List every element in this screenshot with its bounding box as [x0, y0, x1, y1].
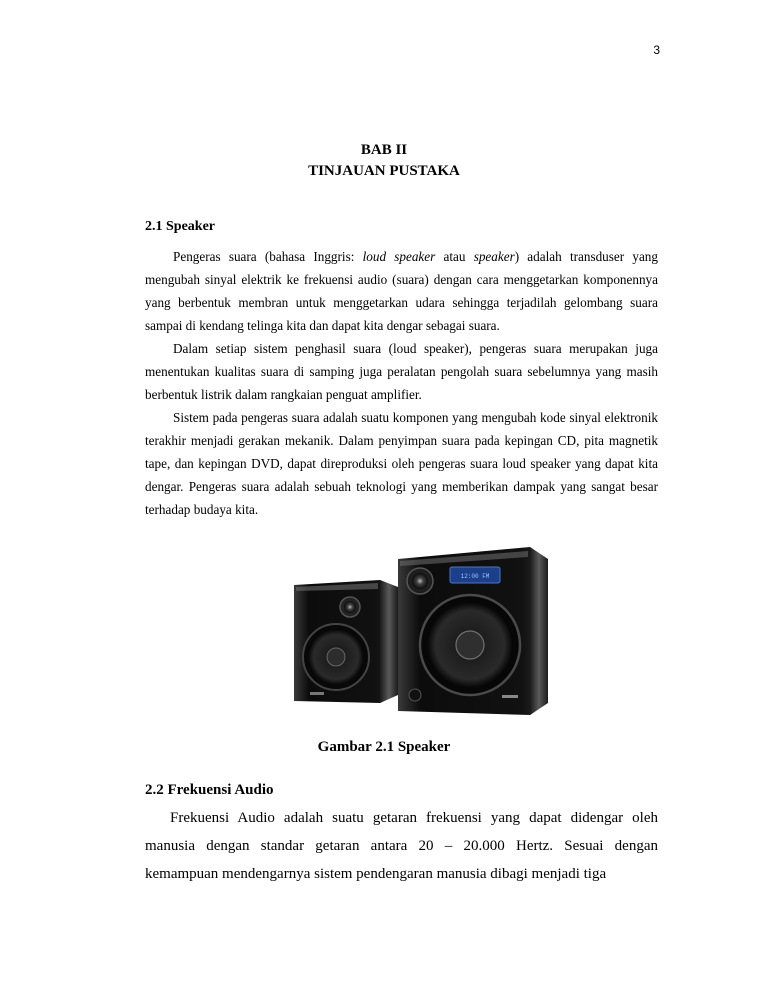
page-number: 3 [653, 43, 660, 57]
chapter-title: TINJAUAN PUSTAKA [308, 163, 460, 179]
figure-caption: Gambar 2.1 Speaker [317, 739, 451, 755]
term-loud-speaker: loud speaker [362, 249, 436, 264]
paragraph-speaker-definition [145, 245, 658, 337]
paragraph-text: Pengeras suara (bahasa Inggris: [173, 249, 363, 264]
paragraph-text: atau [435, 249, 474, 264]
paragraph-speaker-system: Sistem pada pengeras suara adalah suatu komponen yang mengubah kode sinyal elektronik terakhir menjadi gerakan mekanik. Dalam penyimpan suara pada kepingan CD, pita magnetik tape, dan kepingan DVD, dapat direproduksi oleh pengeras suara loud speaker yang dapat kita dengar. Pengeras suara adalah sebuah teknologi yang memberikan dampak yang sangat besar terhadap budaya kita. [145, 410, 658, 517]
term-speaker: speaker [473, 249, 515, 264]
chapter-number: BAB II [360, 142, 408, 158]
section-heading-speaker: 2.1 Speaker [145, 219, 215, 234]
section-heading-audio-frequency: 2.2 Frekuensi Audio [145, 782, 274, 798]
speaker-image [280, 545, 560, 715]
paragraph-audio-frequency: Frekuensi Audio adalah suatu getaran frekuensi yang dapat didengar oleh manusia dengan standar getaran antara 20 – 20.000 Hertz. Sesuai dengan kemampuan mendengarnya sistem pendengaran manusia dibagi menjadi tiga [145, 810, 658, 882]
speaker-display-text: 12:00 FM [460, 573, 490, 580]
paragraph-speaker-quality: Dalam setiap sistem penghasil suara (loud speaker), pengeras suara merupakan juga menentukan kualitas suara di samping juga peralatan pengolah suara sebelumnya yang masih berbentuk listrik dalam rangkaian penguat amplifier. [145, 341, 658, 402]
paragraph-text: ) adalah transduser yang mengubah sinyal elektrik ke frekuensi audio (suara) dengan cara menggetarkan komponennya yang berbentuk membran untuk menggetarkan udara sehingga terjadilah gelombang suara sampai di kendang telinga kita dan dapat kita dengar sebagai suara. [145, 249, 658, 333]
